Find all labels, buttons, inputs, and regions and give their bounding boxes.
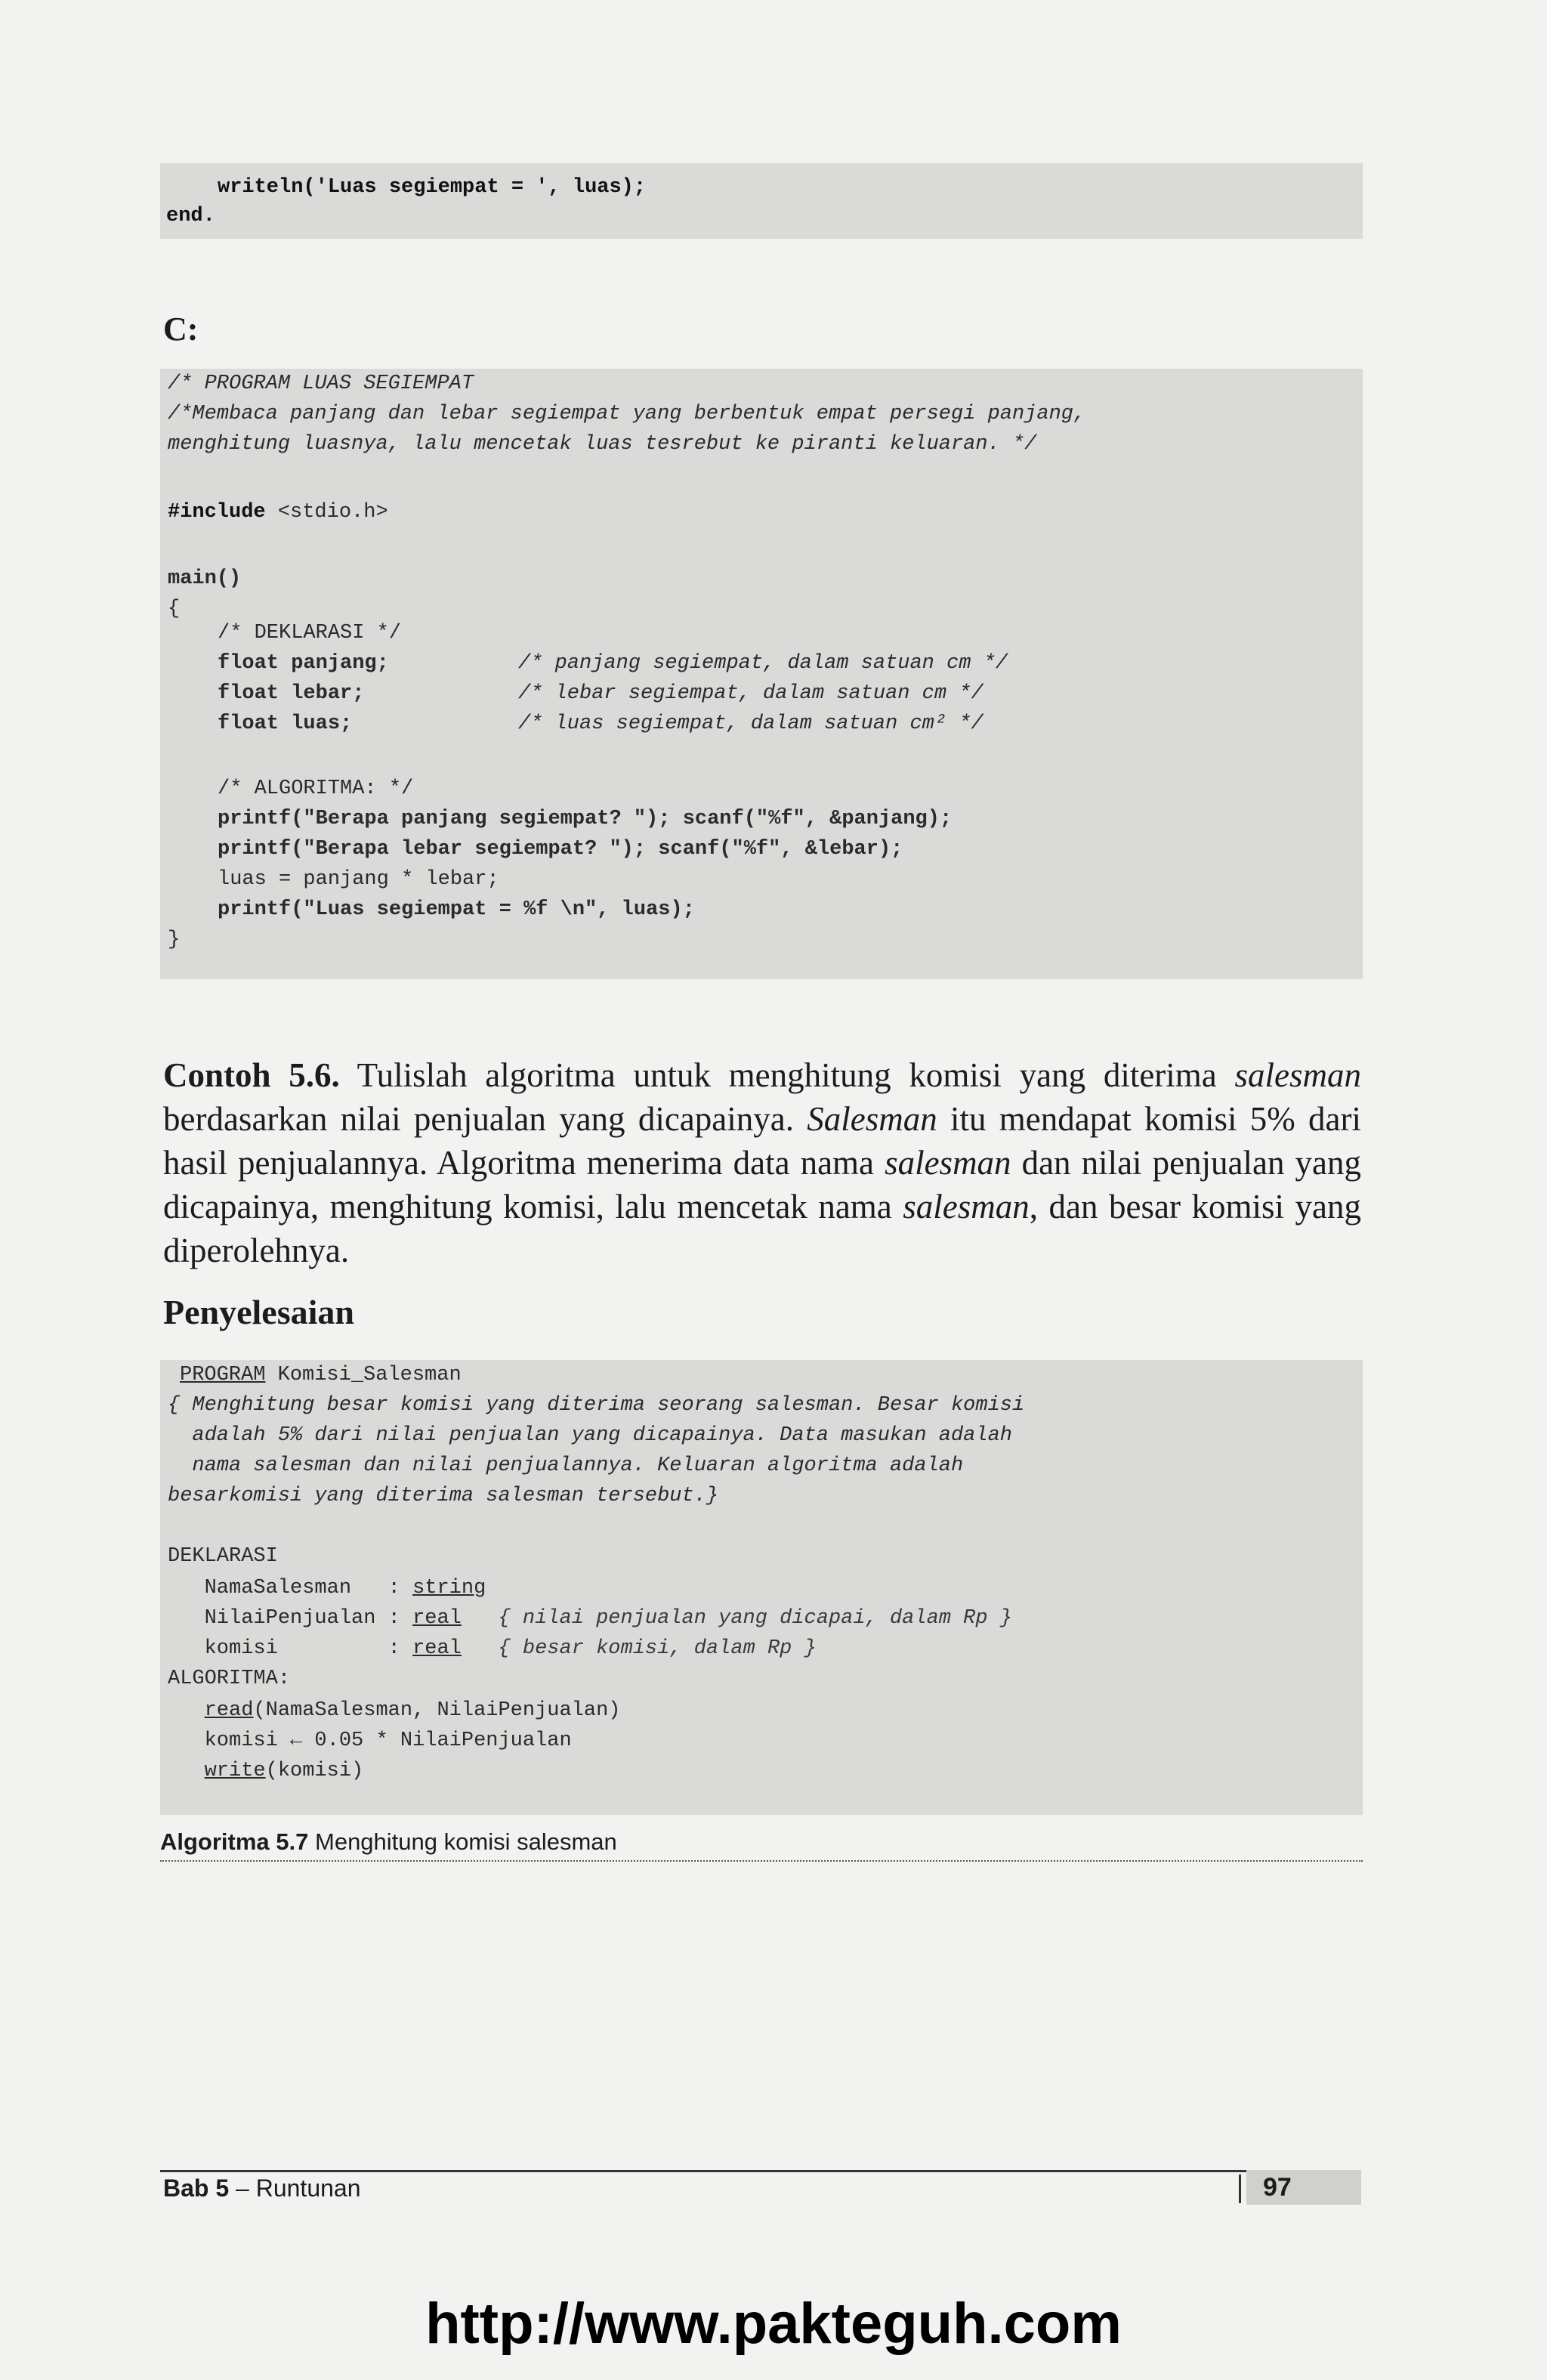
- program-name: Komisi_Salesman: [265, 1364, 462, 1386]
- statement-line: printf("Berapa lebar segiempat? "); scanf("%f", &lebar);: [218, 838, 903, 861]
- statement-line: printf("Luas segiempat = %f \n", luas);: [218, 898, 695, 921]
- declaration-comment: /* luas segiempat, dalam satuan cm² */: [518, 712, 983, 735]
- declaration-line: float lebar;: [218, 682, 365, 705]
- statement-line: [168, 1695, 621, 1726]
- variable-type: string: [412, 1577, 486, 1600]
- open-brace: {: [168, 598, 181, 620]
- algorithm-block: [160, 1360, 1363, 1815]
- chapter-number: Bab 5: [163, 2174, 230, 2202]
- statement-line: komisi ← 0.05 * NilaiPenjualan: [168, 1729, 572, 1752]
- variable-comment: { nilai penjualan yang dicapai, dalam Rp }: [461, 1607, 1012, 1630]
- c-comment-title: /* PROGRAM LUAS SEGIEMPAT: [168, 372, 474, 395]
- italic-term: salesman: [885, 1144, 1011, 1182]
- language-label-c: C:: [163, 311, 199, 348]
- chapter-footer: [163, 2174, 361, 2202]
- variable-line: [168, 1573, 486, 1603]
- end-keyword: end.: [166, 205, 215, 227]
- program-keyword: PROGRAM: [180, 1364, 266, 1386]
- chapter-title: – Runtunan: [229, 2174, 361, 2202]
- website-url[interactable]: http://www.pakteguh.com: [425, 2292, 1122, 2356]
- include-keyword: #include: [168, 501, 266, 524]
- code-line: [166, 201, 215, 231]
- italic-term: salesman: [1234, 1056, 1361, 1094]
- write-arguments: (komisi): [265, 1760, 364, 1782]
- declaration-comment: /* DEKLARASI */: [218, 622, 402, 644]
- main-function: main(): [168, 567, 242, 590]
- statement-line: luas = panjang * lebar;: [218, 868, 499, 891]
- italic-term: salesman: [903, 1188, 1030, 1226]
- caption-text: Menghitung komisi salesman: [308, 1828, 617, 1855]
- variable-line: [168, 1603, 1012, 1634]
- declaration-comment: /* panjang segiempat, dalam satuan cm */: [518, 652, 1008, 675]
- include-header: <stdio.h>: [265, 501, 388, 524]
- declaration-heading: DEKLARASI: [168, 1545, 278, 1568]
- c-code-block: [160, 369, 1363, 979]
- program-line: [180, 1360, 462, 1390]
- variable-comment: { besar komisi, dalam Rp }: [461, 1637, 817, 1660]
- writeln-statement: writeln('Luas segiempat = ', luas);: [218, 176, 647, 199]
- algorithm-comment: /* ALGORITMA: */: [218, 777, 414, 800]
- c-comment-line: /*Membaca panjang dan lebar segiempat yang berbentuk empat persegi panjang,: [168, 403, 1086, 425]
- variable-type: real: [412, 1607, 462, 1630]
- footer-divider: [160, 2170, 1361, 2172]
- footer-separator: [1239, 2174, 1241, 2203]
- page-number: 97: [1246, 2170, 1361, 2205]
- code-line: [218, 172, 646, 202]
- include-line: [168, 497, 388, 527]
- header-comment: besarkomisi yang diterima salesman tersebut.}: [168, 1485, 719, 1507]
- c-comment-line: menghitung luasnya, lalu mencetak luas tesrebut ke piranti keluaran. */: [168, 433, 1037, 456]
- variable-name: komisi :: [168, 1637, 413, 1660]
- write-keyword: write: [204, 1760, 266, 1782]
- example-text: Tulislah algoritma untuk menghitung komisi yang diterima: [339, 1056, 1235, 1094]
- variable-name: NilaiPenjualan :: [168, 1607, 413, 1630]
- algorithm-caption: [160, 1828, 1363, 1862]
- header-comment: { Menghitung besar komisi yang diterima seorang salesman. Besar komisi: [168, 1394, 1025, 1417]
- example-text: dan nilai penjualan yang dicapainya, menghitung komisi, lalu mencetak nama: [163, 1144, 1361, 1226]
- algorithm-heading: ALGORITMA:: [168, 1668, 291, 1690]
- read-keyword: read: [204, 1699, 254, 1722]
- header-comment: nama salesman dan nilai penjualannya. Keluaran algoritma adalah: [168, 1454, 964, 1477]
- variable-name: NamaSalesman :: [168, 1577, 413, 1600]
- variable-type: real: [412, 1637, 462, 1660]
- example-text: berdasarkan nilai penjualan yang dicapainya.: [163, 1100, 807, 1138]
- header-comment: adalah 5% dari nilai penjualan yang dicapainya. Data masukan adalah: [168, 1424, 1012, 1447]
- example-text: , dan besar komisi yang diperolehnya.: [163, 1188, 1361, 1269]
- example-paragraph: [163, 1053, 1361, 1272]
- read-arguments: (NamaSalesman, NilaiPenjualan): [253, 1699, 621, 1722]
- statement-line: printf("Berapa panjang segiempat? "); scanf("%f", &panjang);: [218, 808, 953, 830]
- statement-line: [168, 1756, 363, 1786]
- declaration-comment: /* lebar segiempat, dalam satuan cm */: [518, 682, 983, 705]
- section-heading: Penyelesaian: [163, 1293, 354, 1331]
- declaration-line: float panjang;: [218, 652, 389, 675]
- declaration-line: float luas;: [218, 712, 353, 735]
- variable-line: [168, 1634, 817, 1664]
- close-brace: }: [168, 929, 181, 951]
- pascal-code-block: [160, 163, 1363, 239]
- caption-label: Algoritma 5.7: [160, 1828, 309, 1855]
- example-text: itu mendapat komisi 5% dari hasil penjualannya. Algoritma menerima data nama: [163, 1100, 1361, 1182]
- italic-term: Salesman: [807, 1100, 937, 1138]
- example-label: Contoh 5.6.: [163, 1056, 340, 1094]
